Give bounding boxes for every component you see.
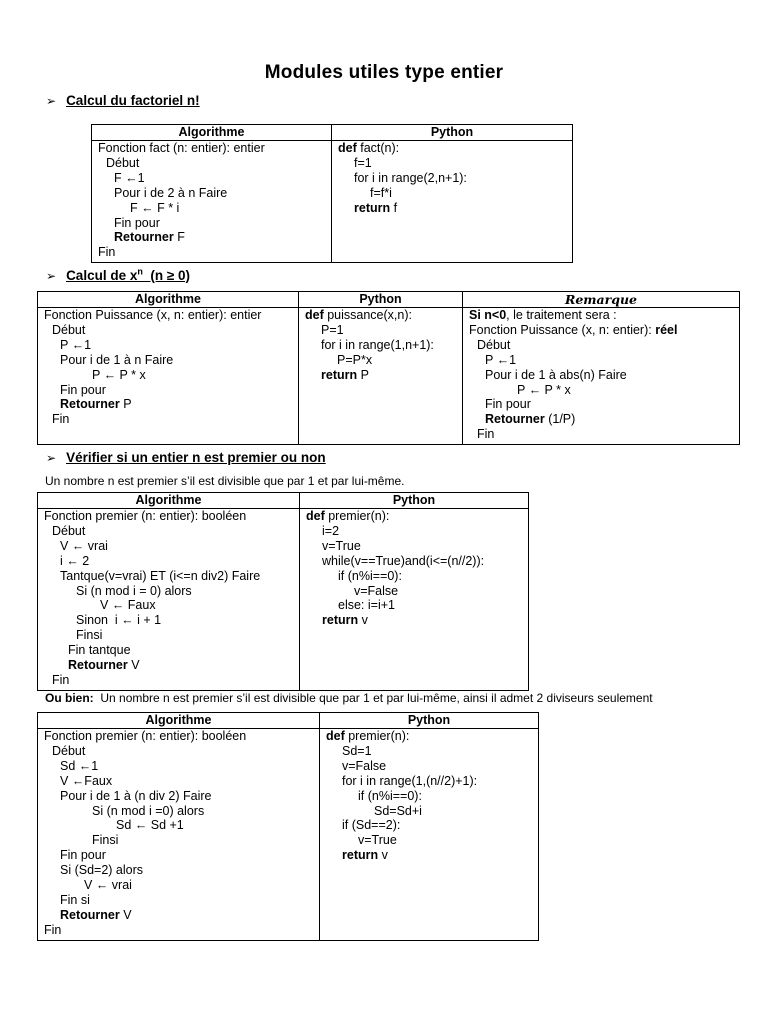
intro-text-premier: Un nombre n est premier s’il est divisible que par 1 et par lui-même.	[45, 474, 405, 488]
code-line: Si n<0, le traitement sera :	[469, 308, 617, 322]
page-title: Modules utiles type entier	[264, 62, 504, 83]
code-line: if (Sd==2):	[342, 818, 401, 833]
code-line: V ←Faux	[60, 773, 113, 788]
code-line: Fin pour	[60, 848, 106, 863]
code-line: v=False	[342, 758, 387, 773]
python-cell	[300, 509, 529, 691]
code-line: Fin pour	[485, 397, 531, 412]
bullet-arrow-icon: ➢	[46, 94, 57, 108]
code-line: Finsi	[92, 833, 119, 848]
code-line: f=f*i	[370, 185, 392, 200]
code-line: def premier(n):	[326, 729, 410, 743]
code-line: Sd=Sd+i	[374, 803, 422, 818]
python-cell	[332, 141, 573, 263]
code-line: Fin	[44, 922, 62, 937]
bullet-arrow-icon: ➢	[46, 268, 57, 283]
code-line: Pour i de 1 à (n div 2) Faire	[60, 788, 212, 803]
code-line: Sd ←1	[60, 758, 99, 773]
code-line: Si (n mod i = 0) alors	[76, 583, 192, 598]
code-line: Sinon i ← i + 1	[76, 613, 162, 628]
code-line: Si (n mod i =0) alors	[92, 803, 205, 818]
code-line: Retourner (1/P)	[485, 412, 576, 427]
code-line: Fonction Puissance (x, n: entier): réel	[469, 322, 678, 337]
code-line: else: i=i+1	[338, 598, 395, 613]
code-line: Sd=1	[342, 743, 372, 758]
section-heading-puissance	[46, 266, 190, 283]
code-line: Début	[52, 523, 86, 538]
code-line: Fin tantque	[68, 643, 131, 658]
code-line: for i in range(1,n+1):	[321, 337, 434, 352]
column-header-python: Python	[332, 125, 573, 141]
section-title-prefix: Calcul de x	[66, 267, 138, 283]
ou-bien-text: Un nombre n est premier s’il est divisible que par 1 et par lui-même, ainsi il admet 2 diviseurs seulement	[93, 691, 653, 705]
ou-bien-label: Ou bien:	[45, 691, 94, 705]
table-factoriel	[91, 124, 573, 263]
code-line: f=1	[354, 155, 372, 170]
code-line: Fonction fact (n: entier): entier	[98, 141, 265, 155]
table-premier-diviseurs	[37, 712, 539, 941]
code-line: Début	[477, 337, 511, 352]
remarque-cell	[463, 308, 740, 445]
column-header-algorithme: Algorithme	[38, 493, 300, 509]
code-line: Début	[106, 155, 140, 170]
code-line: Fonction premier (n: entier): booléen	[44, 729, 247, 743]
column-header-algorithme: Algorithme	[92, 125, 332, 141]
code-line: Fin si	[60, 892, 90, 907]
table-premier	[37, 492, 529, 691]
code-line: P=P*x	[337, 352, 373, 367]
code-line: F ← F * i	[130, 200, 180, 215]
code-line: P ← P * x	[92, 367, 146, 382]
code-line: Fin pour	[114, 215, 160, 230]
section-title: Calcul du factoriel n!	[66, 93, 200, 108]
code-line: if (n%i==0):	[358, 788, 422, 803]
code-line: Fonction premier (n: entier): booléen	[44, 509, 247, 523]
column-header-algorithme: Algorithme	[38, 292, 299, 308]
code-line: Retourner F	[114, 230, 185, 245]
code-line: Retourner V	[60, 907, 132, 922]
code-line: Début	[52, 743, 86, 758]
code-line: Fin	[98, 245, 116, 260]
section-title	[66, 268, 190, 283]
code-line: for i in range(1,(n//2)+1):	[342, 773, 478, 788]
code-line: Pour i de 1 à n Faire	[60, 352, 174, 367]
code-line: return v	[322, 613, 368, 628]
algorithm-cell	[38, 308, 299, 445]
bullet-arrow-icon: ➢	[46, 451, 57, 465]
python-cell	[320, 729, 539, 941]
code-line: Retourner V	[68, 658, 140, 673]
code-line: v=True	[358, 833, 397, 848]
code-line: Pour i de 2 à n Faire	[114, 185, 228, 200]
code-line: i ← 2	[60, 553, 90, 568]
code-line: Finsi	[76, 628, 103, 643]
code-line: v=False	[354, 583, 399, 598]
code-line: V ← vrai	[84, 878, 132, 893]
column-header-algorithme: Algorithme	[38, 713, 320, 729]
code-line: def premier(n):	[306, 509, 390, 523]
column-header-remarque: Remarque	[463, 292, 740, 308]
code-line: Sd ← Sd +1	[116, 818, 184, 833]
code-line: Fin	[477, 427, 495, 442]
python-cell	[299, 308, 463, 445]
ou-bien-line	[45, 691, 653, 705]
code-line: return v	[342, 848, 388, 863]
algorithm-cell	[38, 729, 320, 941]
code-line: i=2	[322, 523, 340, 538]
code-line: P ←1	[485, 352, 517, 367]
code-line: Fin	[52, 412, 70, 427]
code-line: Fin	[52, 672, 70, 687]
section-title: Vérifier si un entier n est premier ou non	[66, 450, 326, 465]
code-line: V ← vrai	[60, 538, 108, 553]
section-heading-factoriel	[46, 93, 200, 108]
code-line: Début	[52, 322, 86, 337]
code-line: while(v==True)and(i<=(n//2)):	[322, 553, 485, 568]
code-line: def fact(n):	[338, 141, 400, 155]
code-line: for i in range(2,n+1):	[354, 170, 467, 185]
section-heading-premier	[46, 450, 326, 465]
code-line: F ←1	[114, 170, 145, 185]
code-line: return f	[354, 200, 398, 215]
code-line: if (n%i==0):	[338, 568, 402, 583]
code-line: Pour i de 1 à abs(n) Faire	[485, 367, 627, 382]
exponent: n	[137, 266, 143, 276]
code-line: Retourner P	[60, 397, 132, 412]
column-header-python: Python	[300, 493, 529, 509]
code-line: def puissance(x,n):	[305, 308, 412, 322]
algorithm-cell	[92, 141, 332, 263]
code-line: Si (Sd=2) alors	[60, 863, 144, 878]
code-line: Fonction Puissance (x, n: entier): entier	[44, 308, 262, 322]
column-header-python: Python	[320, 713, 539, 729]
code-line: return P	[321, 367, 369, 382]
algorithm-cell	[38, 509, 300, 691]
code-line: P=1	[321, 322, 344, 337]
code-line: P ←1	[60, 337, 92, 352]
code-line: Fin pour	[60, 382, 106, 397]
section-title-suffix: (n ≥ 0)	[142, 267, 191, 283]
code-line: P ← P * x	[517, 382, 571, 397]
code-line: V ← Faux	[100, 598, 156, 613]
code-line: v=True	[322, 538, 361, 553]
table-puissance	[37, 291, 740, 445]
code-line: Tantque(v=vrai) ET (i<=n div2) Faire	[60, 568, 261, 583]
column-header-python: Python	[299, 292, 463, 308]
